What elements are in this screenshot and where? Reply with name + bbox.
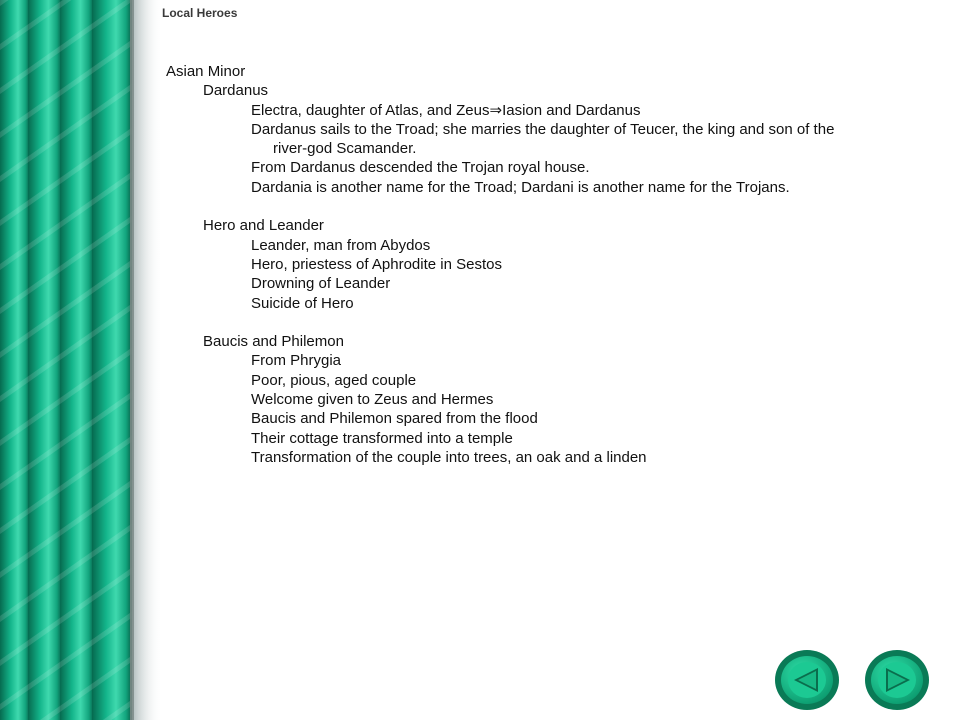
dardanus-line-1 xyxy=(166,101,926,120)
previous-slide-button[interactable] xyxy=(774,649,840,711)
dardanus-line-1-text: Electra, daughter of Atlas, and Zeus xyxy=(251,101,490,119)
list-item: Welcome given to Zeus and Hermes xyxy=(251,391,494,409)
dardanus-line-3: From Dardanus descended the Trojan royal house. xyxy=(251,159,590,177)
section-hero-leander-label: Hero and Leander xyxy=(203,217,324,235)
slide-title: Local Heroes xyxy=(162,6,238,20)
next-slide-button[interactable] xyxy=(864,649,930,711)
list-item: Their cottage transformed into a temple xyxy=(251,429,513,447)
dardanus-line-2-continued: river-god Scamander. xyxy=(273,140,417,158)
list-item: Transformation of the couple into trees, an oak and a linden xyxy=(251,448,647,466)
next-arrow-icon xyxy=(864,649,930,711)
dardanus-line-1-result: Iasion and Dardanus xyxy=(502,101,641,119)
list-item: Drowning of Leander xyxy=(251,275,391,293)
section-baucis-philemon-label: Baucis and Philemon xyxy=(203,333,344,351)
dardanus-line-2: Dardanus sails to the Troad; she marries the daughter of Teucer, the king and son of the xyxy=(251,120,835,138)
section-dardanus-label: Dardanus xyxy=(203,82,269,100)
spacer xyxy=(166,197,926,216)
list-item: Leander, man from Abydos xyxy=(251,236,431,254)
list-item: Hero, priestess of Aphrodite in Sestos xyxy=(251,255,502,273)
right-double-arrow-icon: ⇒ xyxy=(489,100,503,119)
list-item: Baucis and Philemon spared from the flood xyxy=(251,410,538,428)
curtain-decoration xyxy=(0,0,162,720)
list-item: From Phrygia xyxy=(251,352,342,370)
list-item: Suicide of Hero xyxy=(251,294,354,312)
dardanus-line-4: Dardania is another name for the Troad; Dardani is another name for the Trojans. xyxy=(251,178,790,196)
spacer xyxy=(166,313,926,332)
list-item: Poor, pious, aged couple xyxy=(251,371,417,389)
curtain-graphic xyxy=(0,0,162,720)
previous-arrow-icon xyxy=(774,649,840,711)
outline-heading: Asian Minor xyxy=(166,63,246,80)
outline-content xyxy=(166,62,926,467)
